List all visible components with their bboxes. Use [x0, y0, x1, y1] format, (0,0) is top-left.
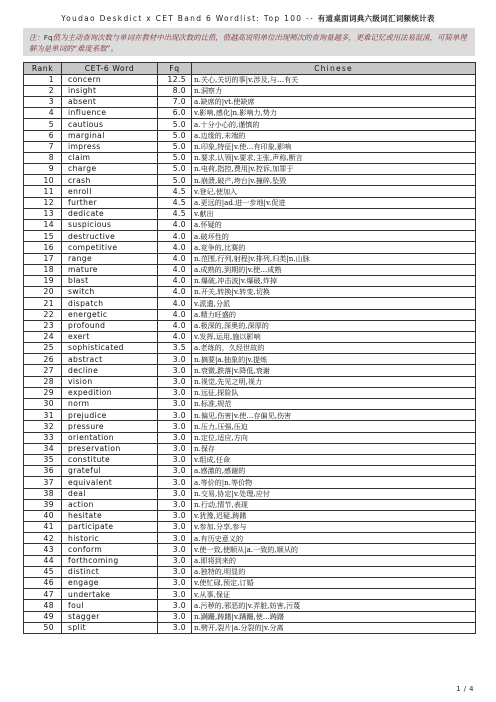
cell-fq: 5.0 — [158, 130, 192, 141]
table-body — [24, 74, 476, 633]
cell-fq: 3.0 — [158, 589, 192, 600]
cell-rank: 15 — [24, 231, 62, 242]
cell-rank: 43 — [24, 544, 62, 555]
cell-fq: 3.0 — [158, 443, 192, 454]
table-row — [24, 589, 476, 600]
cell-chinese: n.衰微,跌落|v.降低,衰谢 — [192, 365, 476, 376]
table-row — [24, 443, 476, 454]
cell-fq: 5.0 — [158, 119, 192, 130]
table-row — [24, 208, 476, 219]
cell-fq: 3.0 — [158, 354, 192, 365]
cell-rank: 29 — [24, 387, 62, 398]
cell-chinese: a.竞争的,比赛的 — [192, 242, 476, 253]
cell-rank: 13 — [24, 208, 62, 219]
header-fq: Fq — [158, 63, 192, 75]
cell-word: pressure — [62, 421, 158, 432]
cell-word: split — [62, 622, 158, 633]
cell-word: competitive — [62, 242, 158, 253]
cell-word: distinct — [62, 566, 158, 577]
cell-rank: 38 — [24, 488, 62, 499]
cell-chinese: n.劈开,裂片|a.分裂的|v.分离 — [192, 622, 476, 633]
cell-word: sophisticated — [62, 343, 158, 354]
table-row — [24, 365, 476, 376]
cell-rank: 33 — [24, 432, 62, 443]
cell-chinese: n.行动,情节,表现 — [192, 499, 476, 510]
table-row — [24, 96, 476, 107]
cell-word: exert — [62, 331, 158, 342]
cell-fq: 3.0 — [158, 600, 192, 611]
cell-word: decline — [62, 365, 158, 376]
cell-fq: 3.0 — [158, 622, 192, 633]
table-row — [24, 309, 476, 320]
cell-chinese: a.感激的,感谢的 — [192, 466, 476, 477]
cell-word: influence — [62, 108, 158, 119]
cell-rank: 44 — [24, 555, 62, 566]
cell-word: constitute — [62, 454, 158, 465]
table-row — [24, 477, 476, 488]
cell-rank: 5 — [24, 119, 62, 130]
cell-chinese: n.范围,行列,射程|v.排列,归类|n.山脉 — [192, 253, 476, 264]
cell-chinese: v.使一致,使顺从|a.一致的,顺从的 — [192, 544, 476, 555]
cell-rank: 2 — [24, 85, 62, 96]
cell-rank: 34 — [24, 443, 62, 454]
cell-rank: 25 — [24, 343, 62, 354]
cell-chinese: v.使忙碌,预定,订婚 — [192, 578, 476, 589]
table-row — [24, 108, 476, 119]
cell-fq: 4.5 — [158, 197, 192, 208]
cell-rank: 49 — [24, 611, 62, 622]
cell-rank: 21 — [24, 298, 62, 309]
table-row — [24, 275, 476, 286]
cell-chinese: n.压力,压强,压迫 — [192, 421, 476, 432]
cell-chinese: n.偏见,伤害|v.使…存偏见,伤害 — [192, 410, 476, 421]
cell-chinese: a.污秽的,邪恶的|v.弄脏,妨害,污蔑 — [192, 600, 476, 611]
cell-rank: 41 — [24, 522, 62, 533]
table-header-row — [24, 63, 476, 75]
cell-rank: 8 — [24, 152, 62, 163]
cell-fq: 3.0 — [158, 376, 192, 387]
cell-chinese: n.远征,探险队 — [192, 387, 476, 398]
cell-chinese: n.摘要|a.抽象的|v.提炼 — [192, 354, 476, 365]
cell-word: dispatch — [62, 298, 158, 309]
cell-rank: 1 — [24, 74, 62, 85]
cell-rank: 40 — [24, 510, 62, 521]
cell-chinese: a.更远的|ad.进一步地|v.促进 — [192, 197, 476, 208]
cell-fq: 3.0 — [158, 432, 192, 443]
table-row — [24, 522, 476, 533]
cell-fq: 3.0 — [158, 510, 192, 521]
cell-chinese: a.老练的，久经世故的 — [192, 343, 476, 354]
cell-fq: 3.0 — [158, 611, 192, 622]
table-row — [24, 141, 476, 152]
cell-chinese: v.派遣,分派 — [192, 298, 476, 309]
table-row — [24, 376, 476, 387]
cell-chinese: n.洞察力 — [192, 85, 476, 96]
table-row — [24, 510, 476, 521]
table-row — [24, 499, 476, 510]
cell-word: forthcoming — [62, 555, 158, 566]
cell-fq: 3.0 — [158, 522, 192, 533]
cell-rank: 11 — [24, 186, 62, 197]
table-row — [24, 454, 476, 465]
cell-chinese: n.要求,认领|v.要求,主张,声称,断言 — [192, 152, 476, 163]
note-box — [23, 28, 475, 56]
table-row — [24, 611, 476, 622]
cell-fq: 4.0 — [158, 275, 192, 286]
cell-rank: 23 — [24, 320, 62, 331]
cell-chinese: a.十分小心的,谨慎的 — [192, 119, 476, 130]
cell-chinese: v.发挥,运用,施以影响 — [192, 331, 476, 342]
cell-rank: 45 — [24, 566, 62, 577]
cell-word: action — [62, 499, 158, 510]
cell-chinese: n.印象,特征|v.使…有印象,影响 — [192, 141, 476, 152]
table-row — [24, 264, 476, 275]
cell-chinese: n.蹒跚,踌躇|v.蹒跚,使…踌躇 — [192, 611, 476, 622]
cell-rank: 18 — [24, 264, 62, 275]
cell-fq: 3.0 — [158, 410, 192, 421]
cell-fq: 5.0 — [158, 152, 192, 163]
cell-rank: 27 — [24, 365, 62, 376]
cell-rank: 47 — [24, 589, 62, 600]
table-row — [24, 298, 476, 309]
cell-word: preservation — [62, 443, 158, 454]
header-word: CET-6 Word — [62, 63, 158, 75]
table-row — [24, 231, 476, 242]
table-row — [24, 74, 476, 85]
cell-fq: 4.0 — [158, 320, 192, 331]
note-text: 值为主动查询次数与单词在教材中出现次数的比值，值越高说明单位出现频次的查询量越多，更难记忆或用法易混淆，可简单理解为是单词的“难度系数”。 — [29, 33, 467, 53]
cell-rank: 39 — [24, 499, 62, 510]
cell-word: destructive — [62, 231, 158, 242]
cell-word: abstract — [62, 354, 158, 365]
cell-rank: 28 — [24, 376, 62, 387]
cell-rank: 50 — [24, 622, 62, 633]
cell-fq: 4.0 — [158, 242, 192, 253]
cell-chinese: n.崩溃,破产,垮台|v.撞碎,坠毁 — [192, 175, 476, 186]
cell-word: engage — [62, 578, 158, 589]
title-english: Youdao Deskdict x CET Band 6 Wordlist: Top 100 -- — [61, 14, 315, 23]
cell-rank: 24 — [24, 331, 62, 342]
cell-word: undertake — [62, 589, 158, 600]
cell-chinese: n.定位,适应,方向 — [192, 432, 476, 443]
cell-fq: 12.5 — [158, 74, 192, 85]
cell-word: hesitate — [62, 510, 158, 521]
cell-fq: 4.0 — [158, 231, 192, 242]
table-row — [24, 331, 476, 342]
cell-word: cautious — [62, 119, 158, 130]
cell-rank: 35 — [24, 454, 62, 465]
cell-rank: 19 — [24, 275, 62, 286]
cell-rank: 26 — [24, 354, 62, 365]
cell-word: absent — [62, 96, 158, 107]
cell-chinese: a.怀疑的 — [192, 220, 476, 231]
page-number: 1 / 4 — [456, 685, 474, 693]
cell-word: impress — [62, 141, 158, 152]
table-row — [24, 130, 476, 141]
table-row — [24, 466, 476, 477]
cell-word: participate — [62, 522, 158, 533]
cell-word: concern — [62, 74, 158, 85]
cell-fq: 8.0 — [158, 85, 192, 96]
cell-word: range — [62, 253, 158, 264]
cell-fq: 4.0 — [158, 253, 192, 264]
cell-fq: 5.0 — [158, 164, 192, 175]
table-row — [24, 119, 476, 130]
cell-fq: 4.0 — [158, 264, 192, 275]
cell-rank: 46 — [24, 578, 62, 589]
cell-rank: 10 — [24, 175, 62, 186]
cell-chinese: a.独特的,明显的 — [192, 566, 476, 577]
cell-fq: 7.0 — [158, 96, 192, 107]
cell-word: grateful — [62, 466, 158, 477]
cell-chinese: n.电荷,指控,费用|v.控诉,加罪于 — [192, 164, 476, 175]
cell-chinese: a.极深的,深奥的,深厚的 — [192, 320, 476, 331]
cell-chinese: n.关心,关切的事|v.涉及,与…有关 — [192, 74, 476, 85]
note-fq-term: Fq — [43, 33, 53, 42]
cell-word: claim — [62, 152, 158, 163]
cell-chinese: n.保存 — [192, 443, 476, 454]
cell-fq: 3.0 — [158, 387, 192, 398]
table-row — [24, 399, 476, 410]
cell-fq: 3.0 — [158, 544, 192, 555]
cell-word: suspicious — [62, 220, 158, 231]
cell-rank: 9 — [24, 164, 62, 175]
cell-word: enroll — [62, 186, 158, 197]
cell-word: foul — [62, 600, 158, 611]
cell-rank: 31 — [24, 410, 62, 421]
cell-chinese: v.献出 — [192, 208, 476, 219]
table-row — [24, 488, 476, 499]
cell-word: blast — [62, 275, 158, 286]
cell-fq: 4.0 — [158, 309, 192, 320]
cell-fq: 3.0 — [158, 421, 192, 432]
cell-rank: 6 — [24, 130, 62, 141]
table-row — [24, 410, 476, 421]
header-chinese: Chinese — [192, 63, 476, 75]
cell-rank: 36 — [24, 466, 62, 477]
cell-rank: 16 — [24, 242, 62, 253]
cell-word: equivalent — [62, 477, 158, 488]
cell-word: norm — [62, 399, 158, 410]
cell-chinese: a.边缘的,末端的 — [192, 130, 476, 141]
cell-fq: 3.5 — [158, 343, 192, 354]
cell-rank: 12 — [24, 197, 62, 208]
table-row — [24, 85, 476, 96]
cell-word: insight — [62, 85, 158, 96]
cell-fq: 3.0 — [158, 365, 192, 376]
table-row — [24, 544, 476, 555]
cell-chinese: n.爆破,冲击波|v.爆破,炸掉 — [192, 275, 476, 286]
cell-rank: 20 — [24, 287, 62, 298]
cell-chinese: v.组成,任命 — [192, 454, 476, 465]
cell-word: prejudice — [62, 410, 158, 421]
cell-fq: 4.5 — [158, 186, 192, 197]
cell-word: further — [62, 197, 158, 208]
header-rank: Rank — [24, 63, 62, 75]
cell-rank: 4 — [24, 108, 62, 119]
cell-fq: 4.0 — [158, 331, 192, 342]
table-row — [24, 578, 476, 589]
cell-word: charge — [62, 164, 158, 175]
cell-fq: 4.0 — [158, 298, 192, 309]
cell-word: energetic — [62, 309, 158, 320]
cell-chinese: n.开关,转换|v.转变,切换 — [192, 287, 476, 298]
table-row — [24, 152, 476, 163]
table-row — [24, 242, 476, 253]
cell-chinese: a.等价的|n.等价物 — [192, 477, 476, 488]
cell-word: conform — [62, 544, 158, 555]
cell-chinese: v.犹豫,迟疑,踌躇 — [192, 510, 476, 521]
cell-chinese: a.有历史意义的 — [192, 533, 476, 544]
cell-fq: 5.0 — [158, 141, 192, 152]
title-chinese: 有道桌面词典六级词汇词频统计表 — [317, 14, 435, 23]
cell-rank: 17 — [24, 253, 62, 264]
table-row — [24, 566, 476, 577]
cell-word: deal — [62, 488, 158, 499]
cell-word: crash — [62, 175, 158, 186]
cell-chinese: v.影响,感化|n.影响力,势力 — [192, 108, 476, 119]
cell-fq: 3.0 — [158, 454, 192, 465]
table-row — [24, 197, 476, 208]
cell-rank: 32 — [24, 421, 62, 432]
table-row — [24, 287, 476, 298]
cell-fq: 3.0 — [158, 578, 192, 589]
cell-fq: 3.0 — [158, 477, 192, 488]
cell-chinese: a.缺席的|vt.使缺席 — [192, 96, 476, 107]
table-row — [24, 186, 476, 197]
table-row — [24, 220, 476, 231]
cell-fq: 4.5 — [158, 208, 192, 219]
table-row — [24, 164, 476, 175]
cell-fq: 5.0 — [158, 175, 192, 186]
cell-fq: 3.0 — [158, 399, 192, 410]
cell-rank: 48 — [24, 600, 62, 611]
cell-word: dedicate — [62, 208, 158, 219]
cell-fq: 3.0 — [158, 533, 192, 544]
cell-rank: 3 — [24, 96, 62, 107]
cell-word: orientation — [62, 432, 158, 443]
cell-chinese: v.从事,保证 — [192, 589, 476, 600]
cell-fq: 3.0 — [158, 566, 192, 577]
cell-word: stagger — [62, 611, 158, 622]
cell-word: marginal — [62, 130, 158, 141]
cell-chinese: n.视觉,先见之明,视力 — [192, 376, 476, 387]
cell-fq: 6.0 — [158, 108, 192, 119]
cell-fq: 4.0 — [158, 220, 192, 231]
cell-chinese: a.即将到来的 — [192, 555, 476, 566]
cell-rank: 7 — [24, 141, 62, 152]
table-row — [24, 600, 476, 611]
cell-fq: 3.0 — [158, 555, 192, 566]
cell-word: vision — [62, 376, 158, 387]
document-title — [0, 13, 496, 24]
cell-fq: 3.0 — [158, 466, 192, 477]
table-row — [24, 555, 476, 566]
cell-fq: 3.0 — [158, 499, 192, 510]
table-row — [24, 533, 476, 544]
cell-fq: 4.0 — [158, 287, 192, 298]
note-prefix: 注： — [29, 33, 44, 42]
cell-word: profound — [62, 320, 158, 331]
cell-rank: 30 — [24, 399, 62, 410]
table-row — [24, 343, 476, 354]
table-row — [24, 387, 476, 398]
cell-rank: 14 — [24, 220, 62, 231]
cell-word: expedition — [62, 387, 158, 398]
table-row — [24, 175, 476, 186]
cell-word: switch — [62, 287, 158, 298]
cell-chinese: v.参加,分享,参与 — [192, 522, 476, 533]
wordlist-table — [23, 62, 476, 634]
table-row — [24, 622, 476, 633]
cell-chinese: a.精力旺盛的 — [192, 309, 476, 320]
cell-word: mature — [62, 264, 158, 275]
cell-chinese: n.交易,协定|v.处理,应付 — [192, 488, 476, 499]
cell-chinese: a.成熟的,到期的|v.使…成熟 — [192, 264, 476, 275]
cell-chinese: a.破坏性的 — [192, 231, 476, 242]
cell-rank: 42 — [24, 533, 62, 544]
table-row — [24, 253, 476, 264]
table-row — [24, 354, 476, 365]
cell-chinese: n.标准,规范 — [192, 399, 476, 410]
cell-rank: 22 — [24, 309, 62, 320]
table-row — [24, 421, 476, 432]
cell-word: historic — [62, 533, 158, 544]
cell-fq: 3.0 — [158, 488, 192, 499]
cell-chinese: v.登记,使加入 — [192, 186, 476, 197]
table-row — [24, 320, 476, 331]
table-row — [24, 432, 476, 443]
cell-rank: 37 — [24, 477, 62, 488]
